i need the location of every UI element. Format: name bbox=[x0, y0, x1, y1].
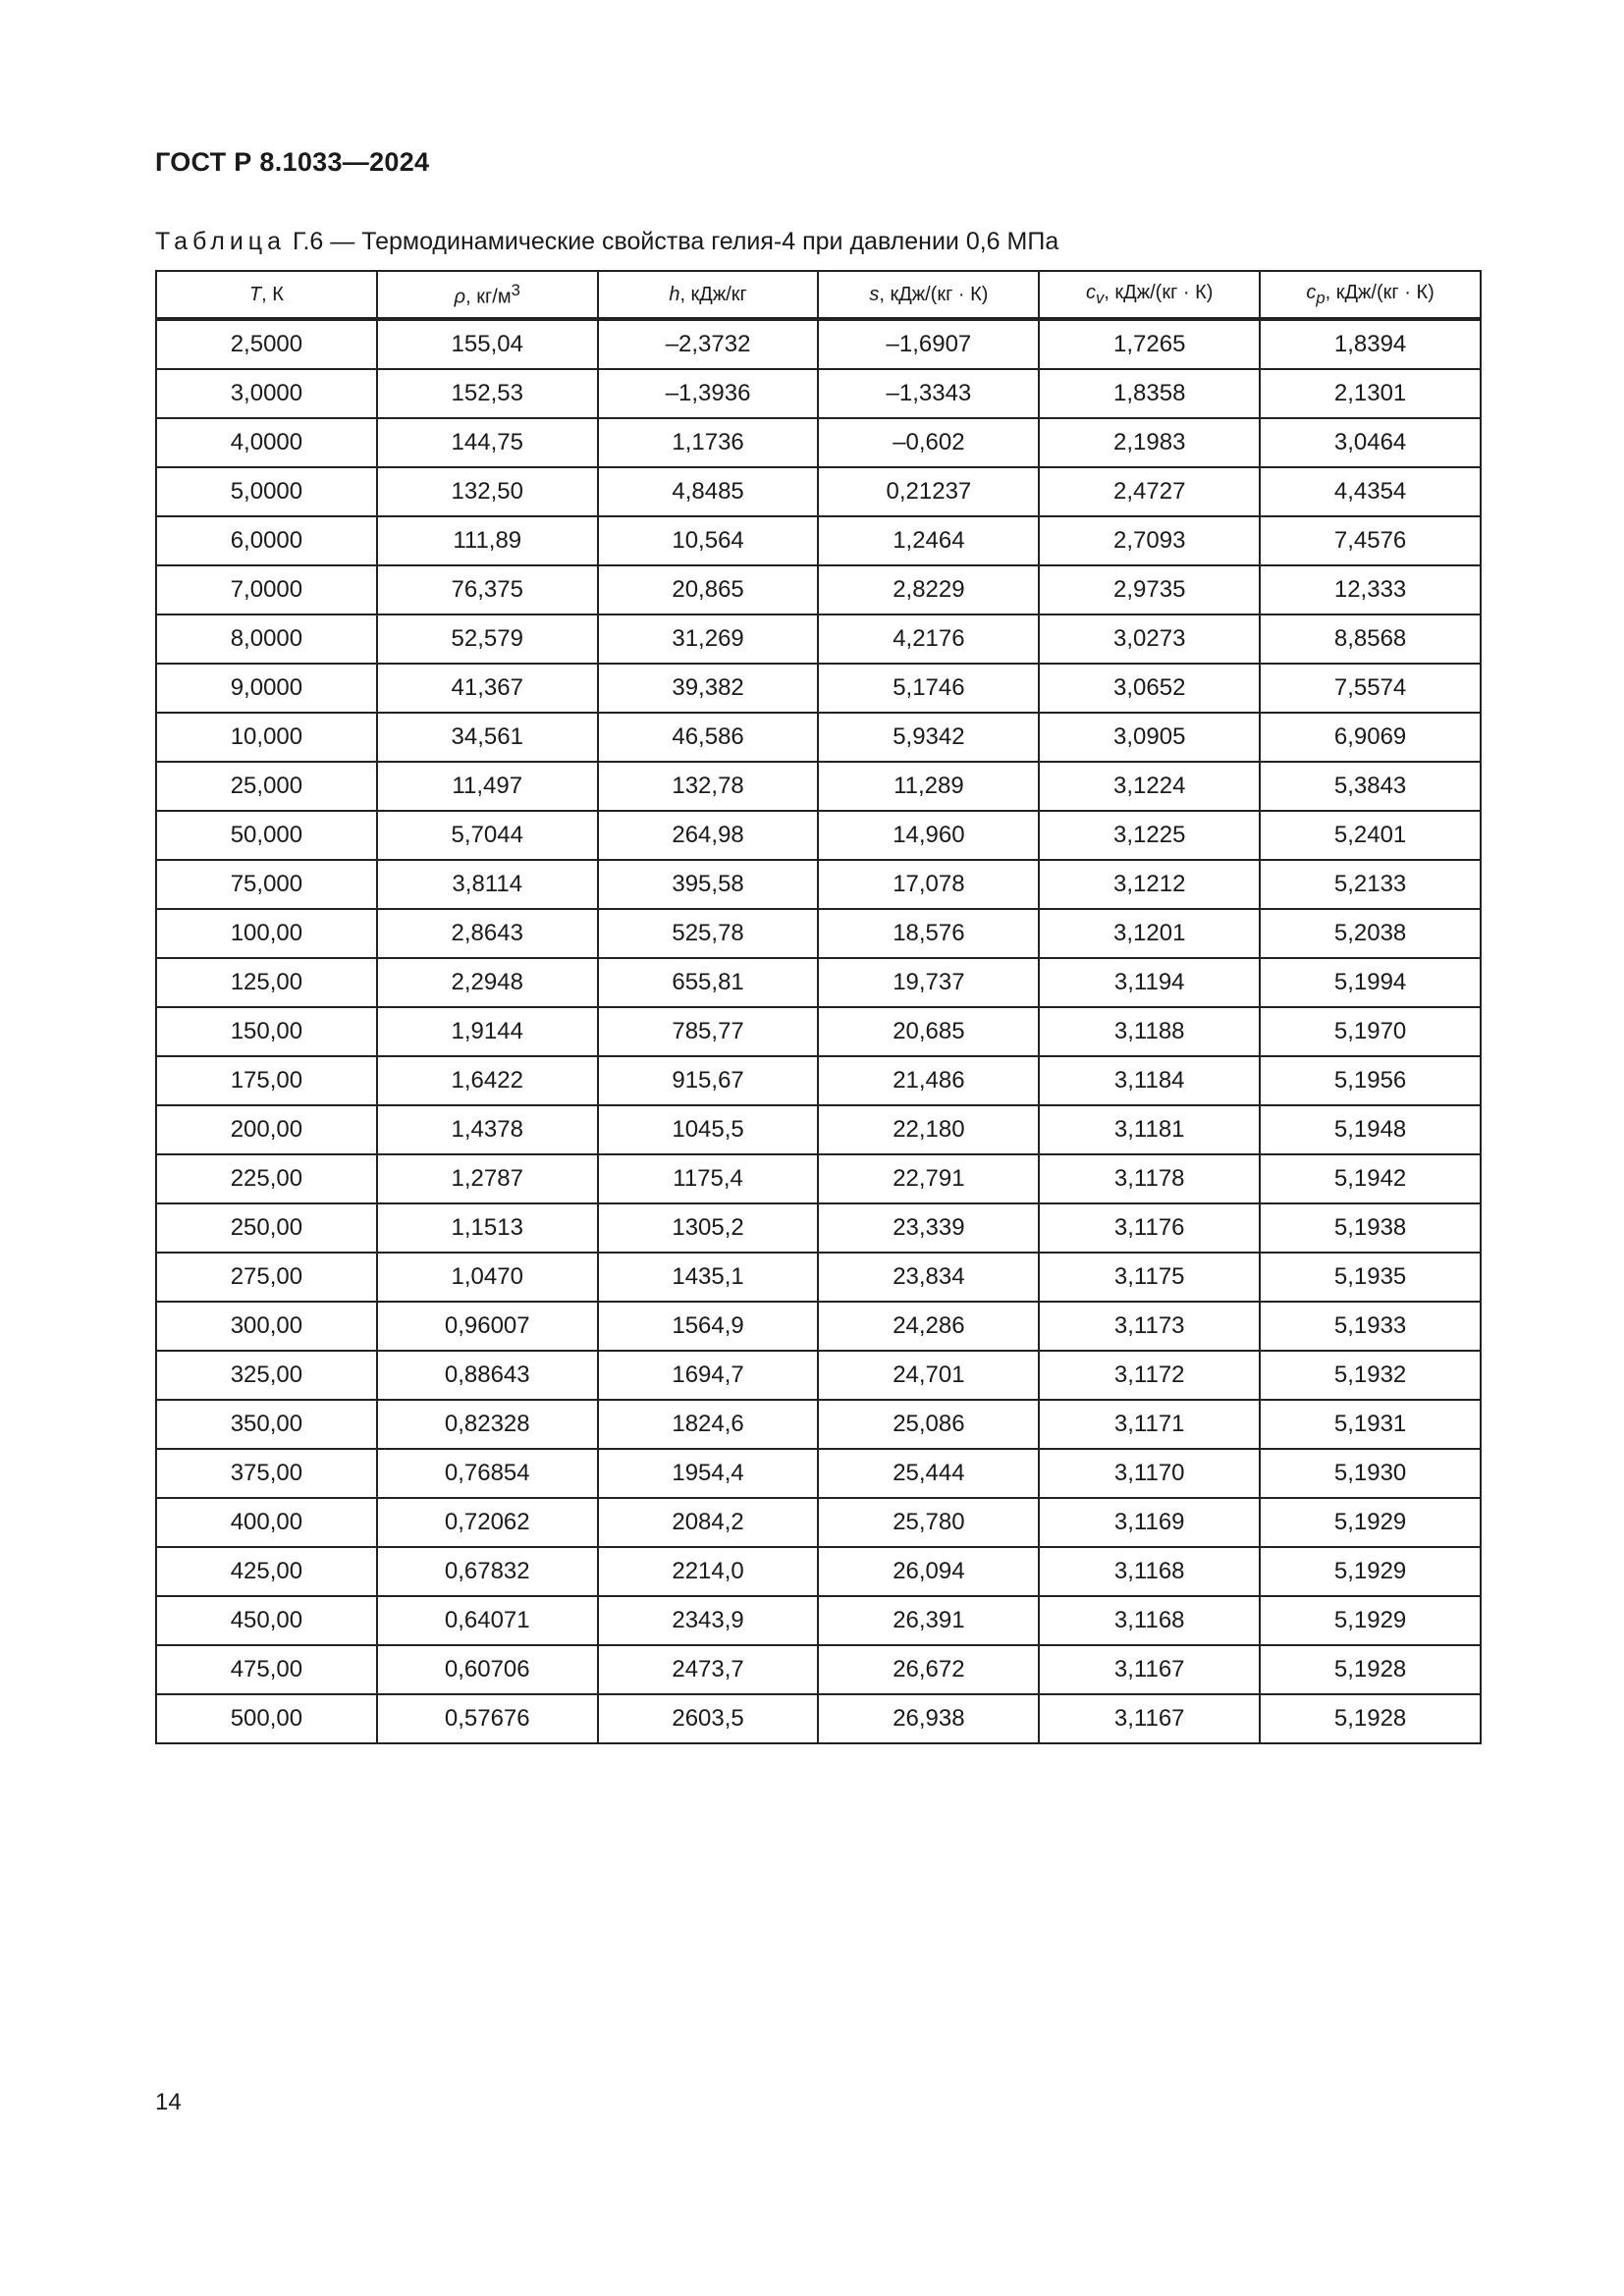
table-cell-cp: 5,2133 bbox=[1260, 860, 1481, 909]
table-row bbox=[156, 1203, 1481, 1253]
table-cell-cp: 5,1935 bbox=[1260, 1253, 1481, 1302]
table-cell-cp: 5,1933 bbox=[1260, 1302, 1481, 1351]
column-header-enthalpy bbox=[598, 271, 819, 319]
table-cell-temperature: 100,00 bbox=[156, 909, 377, 958]
table-cell-entropy: 22,180 bbox=[818, 1105, 1039, 1154]
table-cell-temperature: 8,0000 bbox=[156, 614, 377, 664]
table-cell-cp: 5,2401 bbox=[1260, 811, 1481, 860]
table-cell-density: 1,1513 bbox=[377, 1203, 598, 1253]
table-cell-entropy: 17,078 bbox=[818, 860, 1039, 909]
table-row bbox=[156, 1105, 1481, 1154]
table-cell-entropy: 25,780 bbox=[818, 1498, 1039, 1547]
table-cell-cv: 2,7093 bbox=[1039, 516, 1260, 565]
column-header-cp bbox=[1260, 271, 1481, 319]
table-row bbox=[156, 909, 1481, 958]
table-cell-enthalpy: 655,81 bbox=[598, 958, 819, 1007]
table-cell-enthalpy: 395,58 bbox=[598, 860, 819, 909]
table-cell-cp: 7,4576 bbox=[1260, 516, 1481, 565]
table-cell-cv: 3,0905 bbox=[1039, 713, 1260, 762]
table-cell-enthalpy: 1694,7 bbox=[598, 1351, 819, 1400]
table-cell-density: 1,6422 bbox=[377, 1056, 598, 1105]
table-cell-density: 3,8114 bbox=[377, 860, 598, 909]
table-cell-enthalpy: –2,3732 bbox=[598, 319, 819, 369]
table-cell-cv: 3,1176 bbox=[1039, 1203, 1260, 1253]
table-cell-cp: 12,333 bbox=[1260, 565, 1481, 614]
table-cell-enthalpy: 10,564 bbox=[598, 516, 819, 565]
table-cell-temperature: 325,00 bbox=[156, 1351, 377, 1400]
table-cell-cv: 3,1194 bbox=[1039, 958, 1260, 1007]
table-caption bbox=[155, 228, 1058, 256]
table-row bbox=[156, 1007, 1481, 1056]
table-row bbox=[156, 811, 1481, 860]
table-row bbox=[156, 467, 1481, 516]
table-cell-cp: 5,1942 bbox=[1260, 1154, 1481, 1203]
table-cell-cv: 3,1167 bbox=[1039, 1645, 1260, 1694]
column-unit: , кДж/(кг · К) bbox=[1104, 281, 1214, 303]
column-unit: , кг/м bbox=[465, 286, 512, 308]
table-cell-entropy: 1,2464 bbox=[818, 516, 1039, 565]
table-cell-density: 152,53 bbox=[377, 369, 598, 418]
table-cell-cp: 6,9069 bbox=[1260, 713, 1481, 762]
table-cell-cp: 5,1931 bbox=[1260, 1400, 1481, 1449]
table-cell-enthalpy: 39,382 bbox=[598, 664, 819, 713]
page-number: 14 bbox=[155, 2089, 182, 2115]
table-cell-cv: 2,4727 bbox=[1039, 467, 1260, 516]
table-cell-density: 0,82328 bbox=[377, 1400, 598, 1449]
table-cell-density: 0,76854 bbox=[377, 1449, 598, 1498]
table-cell-density: 1,0470 bbox=[377, 1253, 598, 1302]
table-cell-temperature: 10,000 bbox=[156, 713, 377, 762]
table-cell-temperature: 75,000 bbox=[156, 860, 377, 909]
table-cell-cv: 3,1169 bbox=[1039, 1498, 1260, 1547]
table-cell-enthalpy: 785,77 bbox=[598, 1007, 819, 1056]
table-row bbox=[156, 1056, 1481, 1105]
table-cell-cp: 7,5574 bbox=[1260, 664, 1481, 713]
table-cell-cv: 3,1181 bbox=[1039, 1105, 1260, 1154]
table-cell-entropy: 21,486 bbox=[818, 1056, 1039, 1105]
table-cell-entropy: –0,602 bbox=[818, 418, 1039, 467]
table-cell-cv: 3,1224 bbox=[1039, 762, 1260, 811]
table-cell-entropy: 0,21237 bbox=[818, 467, 1039, 516]
table-row bbox=[156, 664, 1481, 713]
table-cell-temperature: 4,0000 bbox=[156, 418, 377, 467]
table-cell-enthalpy: –1,3936 bbox=[598, 369, 819, 418]
column-subscript: p bbox=[1316, 288, 1326, 307]
table-cell-cp: 5,1994 bbox=[1260, 958, 1481, 1007]
table-cell-density: 11,497 bbox=[377, 762, 598, 811]
table-cell-density: 5,7044 bbox=[377, 811, 598, 860]
table-row bbox=[156, 1302, 1481, 1351]
table-cell-cv: 3,1188 bbox=[1039, 1007, 1260, 1056]
table-cell-temperature: 250,00 bbox=[156, 1203, 377, 1253]
table-cell-enthalpy: 1954,4 bbox=[598, 1449, 819, 1498]
table-row bbox=[156, 1694, 1481, 1743]
table-header-row bbox=[156, 271, 1481, 319]
table-body bbox=[156, 319, 1481, 1743]
table-cell-cv: 2,9735 bbox=[1039, 565, 1260, 614]
table-cell-temperature: 350,00 bbox=[156, 1400, 377, 1449]
table-cell-cp: 5,1929 bbox=[1260, 1498, 1481, 1547]
table-cell-enthalpy: 2214,0 bbox=[598, 1547, 819, 1596]
table-row bbox=[156, 762, 1481, 811]
table-cell-density: 0,67832 bbox=[377, 1547, 598, 1596]
table-cell-temperature: 200,00 bbox=[156, 1105, 377, 1154]
table-cell-cp: 5,2038 bbox=[1260, 909, 1481, 958]
table-cell-cv: 3,1171 bbox=[1039, 1400, 1260, 1449]
table-cell-cp: 5,3843 bbox=[1260, 762, 1481, 811]
table-cell-entropy: 26,938 bbox=[818, 1694, 1039, 1743]
document-header: ГОСТ Р 8.1033—2024 bbox=[155, 147, 430, 177]
table-cell-enthalpy: 2473,7 bbox=[598, 1645, 819, 1694]
table-cell-density: 155,04 bbox=[377, 319, 598, 369]
table-cell-temperature: 3,0000 bbox=[156, 369, 377, 418]
table-cell-cv: 3,1170 bbox=[1039, 1449, 1260, 1498]
table-cell-temperature: 450,00 bbox=[156, 1596, 377, 1645]
table-row bbox=[156, 860, 1481, 909]
table-row bbox=[156, 958, 1481, 1007]
table-cell-density: 41,367 bbox=[377, 664, 598, 713]
table-cell-cv: 3,1184 bbox=[1039, 1056, 1260, 1105]
table-cell-enthalpy: 1824,6 bbox=[598, 1400, 819, 1449]
table-cell-cp: 5,1928 bbox=[1260, 1694, 1481, 1743]
table-cell-cv: 3,0652 bbox=[1039, 664, 1260, 713]
table-row bbox=[156, 614, 1481, 664]
table-cell-entropy: 5,9342 bbox=[818, 713, 1039, 762]
table-cell-entropy: 24,701 bbox=[818, 1351, 1039, 1400]
column-symbol: ρ bbox=[454, 286, 466, 308]
table-cell-entropy: –1,6907 bbox=[818, 319, 1039, 369]
table-cell-cp: 5,1970 bbox=[1260, 1007, 1481, 1056]
table-cell-density: 1,9144 bbox=[377, 1007, 598, 1056]
table-cell-entropy: 26,094 bbox=[818, 1547, 1039, 1596]
table-cell-temperature: 25,000 bbox=[156, 762, 377, 811]
table-cell-cv: 3,1168 bbox=[1039, 1596, 1260, 1645]
table-row bbox=[156, 1547, 1481, 1596]
column-header-cv bbox=[1039, 271, 1260, 319]
table-cell-density: 0,57676 bbox=[377, 1694, 598, 1743]
table-cell-entropy: 24,286 bbox=[818, 1302, 1039, 1351]
table-cell-cp: 5,1932 bbox=[1260, 1351, 1481, 1400]
table-cell-cv: 3,1168 bbox=[1039, 1547, 1260, 1596]
column-subscript: v bbox=[1095, 288, 1105, 307]
table-cell-cv: 3,1167 bbox=[1039, 1694, 1260, 1743]
table-row bbox=[156, 1253, 1481, 1302]
table-cell-enthalpy: 46,586 bbox=[598, 713, 819, 762]
table-cell-cv: 1,7265 bbox=[1039, 319, 1260, 369]
table-cell-temperature: 300,00 bbox=[156, 1302, 377, 1351]
column-header-density bbox=[377, 271, 598, 319]
table-caption-text: Г.6 — Термодинамические свойства гелия-4 при давлении 0,6 МПа bbox=[292, 228, 1059, 255]
table-row bbox=[156, 516, 1481, 565]
table-cell-enthalpy: 2603,5 bbox=[598, 1694, 819, 1743]
table-cell-enthalpy: 132,78 bbox=[598, 762, 819, 811]
table-cell-entropy: 11,289 bbox=[818, 762, 1039, 811]
column-header-entropy bbox=[818, 271, 1039, 319]
table-row bbox=[156, 1645, 1481, 1694]
table-cell-cv: 1,8358 bbox=[1039, 369, 1260, 418]
table-cell-temperature: 50,000 bbox=[156, 811, 377, 860]
table-cell-cv: 2,1983 bbox=[1039, 418, 1260, 467]
table-cell-temperature: 125,00 bbox=[156, 958, 377, 1007]
table-cell-entropy: 25,086 bbox=[818, 1400, 1039, 1449]
table-row bbox=[156, 1596, 1481, 1645]
table-cell-density: 0,72062 bbox=[377, 1498, 598, 1547]
table-cell-temperature: 5,0000 bbox=[156, 467, 377, 516]
table-cell-cp: 5,1938 bbox=[1260, 1203, 1481, 1253]
table-row bbox=[156, 1154, 1481, 1203]
table-cell-cv: 3,1212 bbox=[1039, 860, 1260, 909]
table-cell-entropy: 26,391 bbox=[818, 1596, 1039, 1645]
table-cell-temperature: 2,5000 bbox=[156, 319, 377, 369]
column-header-temperature bbox=[156, 271, 377, 319]
column-unit: , кДж/кг bbox=[679, 283, 747, 305]
table-cell-entropy: 22,791 bbox=[818, 1154, 1039, 1203]
table-row bbox=[156, 418, 1481, 467]
table-cell-entropy: 23,339 bbox=[818, 1203, 1039, 1253]
table-cell-enthalpy: 1435,1 bbox=[598, 1253, 819, 1302]
table-cell-entropy: 2,8229 bbox=[818, 565, 1039, 614]
table-cell-enthalpy: 31,269 bbox=[598, 614, 819, 664]
table-cell-enthalpy: 1305,2 bbox=[598, 1203, 819, 1253]
column-unit: , кДж/(кг · К) bbox=[879, 283, 989, 305]
table-row bbox=[156, 713, 1481, 762]
table-cell-entropy: 25,444 bbox=[818, 1449, 1039, 1498]
table-cell-temperature: 9,0000 bbox=[156, 664, 377, 713]
table-cell-cp: 5,1929 bbox=[1260, 1596, 1481, 1645]
table-cell-temperature: 500,00 bbox=[156, 1694, 377, 1743]
table-cell-entropy: –1,3343 bbox=[818, 369, 1039, 418]
table-cell-temperature: 150,00 bbox=[156, 1007, 377, 1056]
column-superscript: 3 bbox=[511, 280, 520, 299]
table-cell-temperature: 275,00 bbox=[156, 1253, 377, 1302]
table-cell-density: 111,89 bbox=[377, 516, 598, 565]
table-cell-cp: 5,1928 bbox=[1260, 1645, 1481, 1694]
table-cell-density: 132,50 bbox=[377, 467, 598, 516]
table-cell-cp: 3,0464 bbox=[1260, 418, 1481, 467]
column-unit: , К bbox=[261, 283, 284, 305]
table-cell-enthalpy: 2343,9 bbox=[598, 1596, 819, 1645]
table-cell-entropy: 23,834 bbox=[818, 1253, 1039, 1302]
table-cell-cp: 1,8394 bbox=[1260, 319, 1481, 369]
table-cell-density: 0,60706 bbox=[377, 1645, 598, 1694]
table-cell-cp: 5,1956 bbox=[1260, 1056, 1481, 1105]
table-cell-temperature: 375,00 bbox=[156, 1449, 377, 1498]
column-symbol: T bbox=[248, 283, 262, 305]
table-cell-cv: 3,1175 bbox=[1039, 1253, 1260, 1302]
table-cell-cv: 3,1172 bbox=[1039, 1351, 1260, 1400]
table-cell-density: 1,4378 bbox=[377, 1105, 598, 1154]
table-cell-enthalpy: 525,78 bbox=[598, 909, 819, 958]
table-cell-enthalpy: 1,1736 bbox=[598, 418, 819, 467]
table-cell-enthalpy: 264,98 bbox=[598, 811, 819, 860]
table-cell-enthalpy: 4,8485 bbox=[598, 467, 819, 516]
table-cell-enthalpy: 1045,5 bbox=[598, 1105, 819, 1154]
table-cell-temperature: 400,00 bbox=[156, 1498, 377, 1547]
table-cell-density: 34,561 bbox=[377, 713, 598, 762]
table-cell-cp: 5,1948 bbox=[1260, 1105, 1481, 1154]
table-row bbox=[156, 1498, 1481, 1547]
table-cell-cp: 8,8568 bbox=[1260, 614, 1481, 664]
table-cell-cv: 3,1201 bbox=[1039, 909, 1260, 958]
table-cell-density: 0,64071 bbox=[377, 1596, 598, 1645]
table-cell-enthalpy: 2084,2 bbox=[598, 1498, 819, 1547]
column-symbol: s bbox=[869, 283, 880, 305]
table-cell-entropy: 26,672 bbox=[818, 1645, 1039, 1694]
table-cell-density: 0,88643 bbox=[377, 1351, 598, 1400]
column-unit: , кДж/(кг · К) bbox=[1325, 281, 1435, 303]
table-cell-density: 144,75 bbox=[377, 418, 598, 467]
thermo-properties-table bbox=[155, 270, 1482, 1744]
table-row bbox=[156, 369, 1481, 418]
table-cell-entropy: 4,2176 bbox=[818, 614, 1039, 664]
table-cell-temperature: 425,00 bbox=[156, 1547, 377, 1596]
column-symbol: c bbox=[1306, 281, 1317, 303]
table-cell-density: 0,96007 bbox=[377, 1302, 598, 1351]
table-cell-temperature: 225,00 bbox=[156, 1154, 377, 1203]
table-row bbox=[156, 1449, 1481, 1498]
table-cell-density: 2,8643 bbox=[377, 909, 598, 958]
table-cell-temperature: 6,0000 bbox=[156, 516, 377, 565]
table-cell-density: 2,2948 bbox=[377, 958, 598, 1007]
table-cell-entropy: 5,1746 bbox=[818, 664, 1039, 713]
table-row bbox=[156, 319, 1481, 369]
table-cell-temperature: 475,00 bbox=[156, 1645, 377, 1694]
table-cell-cp: 4,4354 bbox=[1260, 467, 1481, 516]
table-cell-enthalpy: 1175,4 bbox=[598, 1154, 819, 1203]
table-cell-enthalpy: 1564,9 bbox=[598, 1302, 819, 1351]
table-cell-cp: 2,1301 bbox=[1260, 369, 1481, 418]
table-cell-entropy: 14,960 bbox=[818, 811, 1039, 860]
table-cell-entropy: 20,685 bbox=[818, 1007, 1039, 1056]
table-cell-cv: 3,0273 bbox=[1039, 614, 1260, 664]
table-cell-cp: 5,1929 bbox=[1260, 1547, 1481, 1596]
table-cell-temperature: 7,0000 bbox=[156, 565, 377, 614]
table-cell-enthalpy: 915,67 bbox=[598, 1056, 819, 1105]
table-cell-density: 1,2787 bbox=[377, 1154, 598, 1203]
table-cell-entropy: 19,737 bbox=[818, 958, 1039, 1007]
column-symbol: h bbox=[669, 283, 680, 305]
table-cell-entropy: 18,576 bbox=[818, 909, 1039, 958]
table-row bbox=[156, 1351, 1481, 1400]
table-caption-prefix: Таблица bbox=[155, 228, 287, 255]
table-cell-density: 76,375 bbox=[377, 565, 598, 614]
table-cell-cv: 3,1225 bbox=[1039, 811, 1260, 860]
table-cell-cv: 3,1178 bbox=[1039, 1154, 1260, 1203]
table-cell-temperature: 175,00 bbox=[156, 1056, 377, 1105]
table-row bbox=[156, 1400, 1481, 1449]
table-cell-enthalpy: 20,865 bbox=[598, 565, 819, 614]
column-symbol: c bbox=[1085, 281, 1096, 303]
table-row bbox=[156, 565, 1481, 614]
table-cell-density: 52,579 bbox=[377, 614, 598, 664]
table-cell-cv: 3,1173 bbox=[1039, 1302, 1260, 1351]
table-cell-cp: 5,1930 bbox=[1260, 1449, 1481, 1498]
